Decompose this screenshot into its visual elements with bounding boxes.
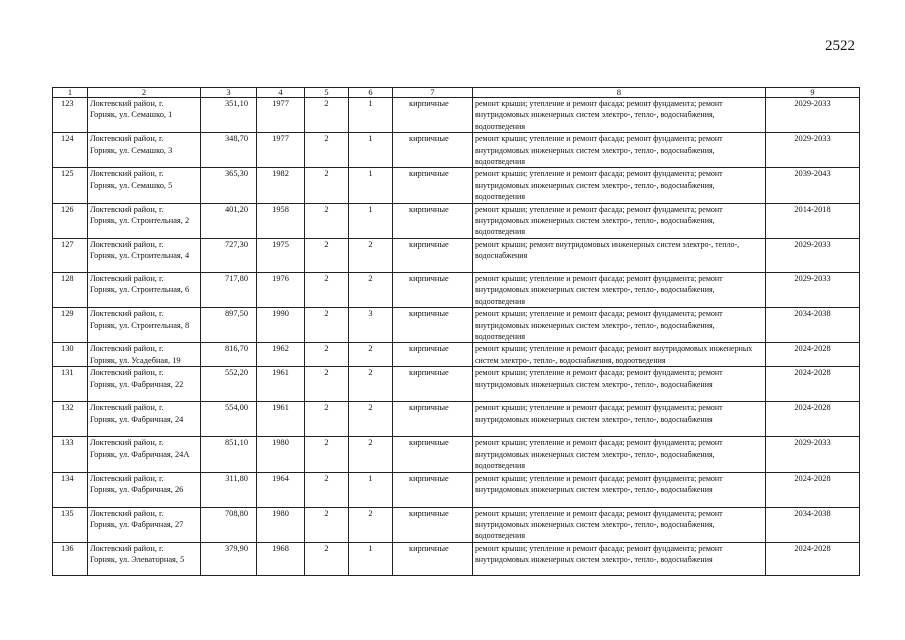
- repair-works-cell: ремонт крыши; утепление и ремонт фасада; ремонт фундамента; ремонт внутридомовых инженерных систем электро-, тепло-, водоснабжения, водоотведения: [473, 98, 766, 133]
- col-header-2: 2: [88, 88, 201, 98]
- entrances-cell: 1: [349, 168, 393, 203]
- address-line-1: Локтевский район, г.: [90, 99, 164, 108]
- header-row: [53, 88, 860, 98]
- wall-material-cell: кирпичные: [393, 308, 473, 343]
- year-built-cell: 1975: [257, 238, 305, 272]
- table-row: [53, 98, 860, 133]
- entrances-cell: 2: [349, 402, 393, 437]
- area-cell: 554,00: [201, 402, 257, 437]
- table-body: [53, 98, 860, 576]
- address-cell: [88, 507, 201, 542]
- repair-period-cell: 2034-2038: [766, 308, 860, 343]
- repair-period-cell: 2024-2028: [766, 472, 860, 507]
- area-cell: 897,50: [201, 308, 257, 343]
- year-built-cell: 1964: [257, 472, 305, 507]
- address-line-2: Горняк, ул. Семашко, 5: [90, 180, 173, 190]
- floors-cell: 2: [305, 472, 349, 507]
- wall-material-cell: кирпичные: [393, 367, 473, 402]
- table-row: [53, 402, 860, 437]
- wall-material-cell: кирпичные: [393, 402, 473, 437]
- col-header-3: 3: [201, 88, 257, 98]
- floors-cell: 2: [305, 168, 349, 203]
- repair-works-cell: ремонт крыши; утепление и ремонт фасада; ремонт фундамента; ремонт внутридомовых инженерных систем электро-, тепло-, водоснабжения: [473, 472, 766, 507]
- address-line-2: Горняк, ул. Фабричная, 24: [90, 414, 184, 424]
- address-line-1: Локтевский район, г.: [90, 344, 164, 354]
- address-line-2: Горняк, ул. Строительная, 6: [90, 285, 190, 295]
- page-number: 2522: [825, 38, 855, 54]
- year-built-cell: 1990: [257, 308, 305, 343]
- col-header-7: 7: [393, 88, 473, 98]
- address-cell: [88, 203, 201, 238]
- repair-period-cell: 2034-2038: [766, 507, 860, 542]
- address-cell: [88, 542, 201, 575]
- wall-material-cell: кирпичные: [393, 507, 473, 542]
- year-built-cell: 1982: [257, 168, 305, 203]
- row-number-cell: 124: [53, 133, 88, 168]
- repair-works-cell: ремонт крыши; утепление и ремонт фасада; ремонт фундамента; ремонт внутридомовых инженерных систем электро-, тепло-, водоснабжения, водоотведения: [473, 507, 766, 542]
- repair-period-cell: 2029-2033: [766, 238, 860, 272]
- wall-material-cell: кирпичные: [393, 168, 473, 203]
- repair-works-cell: ремонт крыши; утепление и ремонт фасада; ремонт фундамента; ремонт внутридомовых инженерных систем электро-, тепло-, водоснабжения: [473, 402, 766, 437]
- address-line-2: Горняк, ул. Фабричная, 22: [90, 379, 184, 389]
- area-cell: 727,30: [201, 238, 257, 272]
- wall-material-cell: кирпичные: [393, 437, 473, 472]
- address-line-1: Локтевский район, г.: [90, 438, 164, 448]
- repair-period-cell: 2029-2033: [766, 272, 860, 307]
- address-cell: [88, 168, 201, 203]
- row-number-cell: 125: [53, 168, 88, 203]
- year-built-cell: 1977: [257, 98, 305, 133]
- row-number-cell: 133: [53, 437, 88, 472]
- area-cell: 401,20: [201, 203, 257, 238]
- row-number-cell: 123: [53, 98, 88, 133]
- entrances-cell: 2: [349, 238, 393, 272]
- table-row: [53, 203, 860, 238]
- row-number-cell: 130: [53, 343, 88, 367]
- repair-period-cell: 2039-2043: [766, 168, 860, 203]
- area-cell: 717,80: [201, 272, 257, 307]
- address-cell: [88, 238, 201, 272]
- row-number-cell: 126: [53, 203, 88, 238]
- row-number-cell: 135: [53, 507, 88, 542]
- address-line-2: Горняк, ул. Элеваторная, 5: [90, 555, 185, 565]
- repair-period-cell: 2024-2028: [766, 542, 860, 575]
- entrances-cell: 3: [349, 308, 393, 343]
- address-cell: [88, 472, 201, 507]
- address-line-2: Горняк, ул. Строительная, 2: [90, 216, 190, 226]
- repair-works-cell: ремонт крыши; утепление и ремонт фасада; ремонт фундамента; ремонт внутридомовых инженерных систем электро-, тепло-, водоснабжения, водоотведения: [473, 272, 766, 307]
- address-line-1: Локтевский район, г.: [90, 403, 164, 413]
- year-built-cell: 1961: [257, 402, 305, 437]
- repair-works-cell: ремонт крыши; утепление и ремонт фасада; ремонт фундамента; ремонт внутридомовых инженерных систем электро-, тепло-, водоснабжения: [473, 542, 766, 575]
- year-built-cell: 1980: [257, 507, 305, 542]
- entrances-cell: 2: [349, 367, 393, 402]
- wall-material-cell: кирпичные: [393, 343, 473, 367]
- floors-cell: 2: [305, 238, 349, 272]
- row-number-cell: 136: [53, 542, 88, 575]
- table-row: [53, 308, 860, 343]
- entrances-cell: 1: [349, 472, 393, 507]
- address-cell: [88, 367, 201, 402]
- col-header-1: 1: [53, 88, 88, 98]
- area-cell: 348,70: [201, 133, 257, 168]
- entrances-cell: 2: [349, 343, 393, 367]
- entrances-cell: 1: [349, 203, 393, 238]
- table-row: [53, 168, 860, 203]
- repair-works-cell: ремонт крыши; утепление и ремонт фасада; ремонт фундамента; ремонт внутридомовых инженерных систем электро-, тепло-, водоснабжения, водоотведения: [473, 308, 766, 343]
- address-line-2: Горняк, ул. Усадебная, 19: [90, 355, 181, 365]
- floors-cell: 2: [305, 437, 349, 472]
- floors-cell: 2: [305, 367, 349, 402]
- row-number-cell: 129: [53, 308, 88, 343]
- address-cell: [88, 98, 201, 133]
- address-cell: [88, 343, 201, 367]
- entrances-cell: 2: [349, 507, 393, 542]
- floors-cell: 2: [305, 402, 349, 437]
- wall-material-cell: кирпичные: [393, 133, 473, 168]
- area-cell: 552,20: [201, 367, 257, 402]
- floors-cell: 2: [305, 507, 349, 542]
- address-line-1: Локтевский район, г.: [90, 204, 164, 214]
- table-row: [53, 507, 860, 542]
- address-line-1: Локтевский район, г.: [90, 169, 164, 179]
- wall-material-cell: кирпичные: [393, 203, 473, 238]
- row-number-cell: 131: [53, 367, 88, 402]
- table-row: [53, 133, 860, 168]
- repair-period-cell: 2024-2028: [766, 367, 860, 402]
- address-line-1: Локтевский район, г.: [90, 134, 164, 144]
- table-row: [53, 272, 860, 307]
- area-cell: 379,90: [201, 542, 257, 575]
- address-cell: [88, 308, 201, 343]
- repair-works-cell: ремонт крыши; утепление и ремонт фасада; ремонт фундамента; ремонт внутридомовых инженерных систем электро-, тепло-, водоснабжения, водоотведения: [473, 168, 766, 203]
- repair-works-cell: ремонт крыши; утепление и ремонт фасада; ремонт фундамента; ремонт внутридомовых инженерных систем электро-, тепло-, водоснабжения, водоотведения: [473, 203, 766, 238]
- address-line-2: Горняк, ул. Строительная, 4: [90, 251, 190, 261]
- entrances-cell: 2: [349, 437, 393, 472]
- entrances-cell: 1: [349, 542, 393, 575]
- wall-material-cell: кирпичные: [393, 472, 473, 507]
- entrances-cell: 1: [349, 98, 393, 133]
- repair-works-cell: ремонт крыши; утепление и ремонт фасада; ремонт внутридомовых инженерных систем электро-, тепло-, водоснабжения, водоотведения: [473, 343, 766, 367]
- address-line-1: Локтевский район, г.: [90, 473, 164, 483]
- repair-period-cell: 2024-2028: [766, 343, 860, 367]
- area-cell: 816,70: [201, 343, 257, 367]
- col-header-6: 6: [349, 88, 393, 98]
- area-cell: 851,10: [201, 437, 257, 472]
- table-row: [53, 542, 860, 575]
- floors-cell: 2: [305, 272, 349, 307]
- address-cell: [88, 272, 201, 307]
- wall-material-cell: кирпичные: [393, 542, 473, 575]
- year-built-cell: 1976: [257, 272, 305, 307]
- repair-works-cell: ремонт крыши; утепление и ремонт фасада; ремонт фундамента; ремонт внутридомовых инженерных систем электро-, тепло-, водоснабжения: [473, 367, 766, 402]
- repair-works-cell: ремонт крыши; утепление и ремонт фасада; ремонт фундамента; ремонт внутридомовых инженерных систем электро-, тепло-, водоснабжения, водоотведения: [473, 437, 766, 472]
- address-line-1: Локтевский район, г.: [90, 239, 164, 249]
- address-line-2: Горняк, ул. Фабричная, 27: [90, 519, 184, 529]
- col-header-5: 5: [305, 88, 349, 98]
- table-row: [53, 367, 860, 402]
- address-cell: [88, 133, 201, 168]
- floors-cell: 2: [305, 203, 349, 238]
- address-line-2: Горняк, ул. Семашко, 3: [90, 145, 173, 155]
- year-built-cell: 1977: [257, 133, 305, 168]
- repair-works-cell: ремонт крыши; утепление и ремонт фасада; ремонт фундамента; ремонт внутридомовых инженерных систем электро-, тепло-, водоснабжения, водоотведения: [473, 133, 766, 168]
- address-line-1: Локтевский район, г.: [90, 508, 164, 518]
- entrances-cell: 1: [349, 133, 393, 168]
- floors-cell: 2: [305, 343, 349, 367]
- table-row: [53, 437, 860, 472]
- row-number-cell: 128: [53, 272, 88, 307]
- address-line-2: Горняк, ул. Семашко, 1: [90, 110, 173, 120]
- col-header-9: 9: [766, 88, 860, 98]
- year-built-cell: 1961: [257, 367, 305, 402]
- year-built-cell: 1962: [257, 343, 305, 367]
- repair-period-cell: 2029-2033: [766, 133, 860, 168]
- housing-repair-table: [52, 87, 860, 576]
- row-number-cell: 127: [53, 238, 88, 272]
- year-built-cell: 1958: [257, 203, 305, 238]
- col-header-8: 8: [473, 88, 766, 98]
- repair-period-cell: 2014-2018: [766, 203, 860, 238]
- table-row: [53, 343, 860, 367]
- entrances-cell: 2: [349, 272, 393, 307]
- repair-period-cell: 2024-2028: [766, 402, 860, 437]
- area-cell: 708,80: [201, 507, 257, 542]
- address-line-1: Локтевский район, г.: [90, 543, 164, 553]
- address-line-1: Локтевский район, г.: [90, 273, 164, 283]
- repair-period-cell: 2029-2033: [766, 98, 860, 133]
- address-line-2: Горняк, ул. Фабричная, 26: [90, 484, 184, 494]
- wall-material-cell: кирпичные: [393, 98, 473, 133]
- year-built-cell: 1968: [257, 542, 305, 575]
- row-number-cell: 134: [53, 472, 88, 507]
- address-cell: [88, 437, 201, 472]
- row-number-cell: 132: [53, 402, 88, 437]
- address-line-1: Локтевский район, г.: [90, 309, 164, 319]
- col-header-4: 4: [257, 88, 305, 98]
- address-cell: [88, 402, 201, 437]
- wall-material-cell: кирпичные: [393, 238, 473, 272]
- address-line-1: Локтевский район, г.: [90, 368, 164, 378]
- floors-cell: 2: [305, 308, 349, 343]
- address-line-2: Горняк, ул. Фабричная, 24А: [90, 449, 190, 459]
- address-line-2: Горняк, ул. Строительная, 8: [90, 320, 190, 330]
- repair-period-cell: 2029-2033: [766, 437, 860, 472]
- table-row: [53, 238, 860, 272]
- area-cell: 365,30: [201, 168, 257, 203]
- floors-cell: 2: [305, 542, 349, 575]
- repair-works-cell: ремонт крыши; ремонт внутридомовых инженерных систем электро-, тепло-, водоснабжения: [473, 238, 766, 272]
- table-row: [53, 472, 860, 507]
- year-built-cell: 1980: [257, 437, 305, 472]
- floors-cell: 2: [305, 133, 349, 168]
- area-cell: 311,80: [201, 472, 257, 507]
- area-cell: 351,10: [201, 98, 257, 133]
- floors-cell: 2: [305, 98, 349, 133]
- wall-material-cell: кирпичные: [393, 272, 473, 307]
